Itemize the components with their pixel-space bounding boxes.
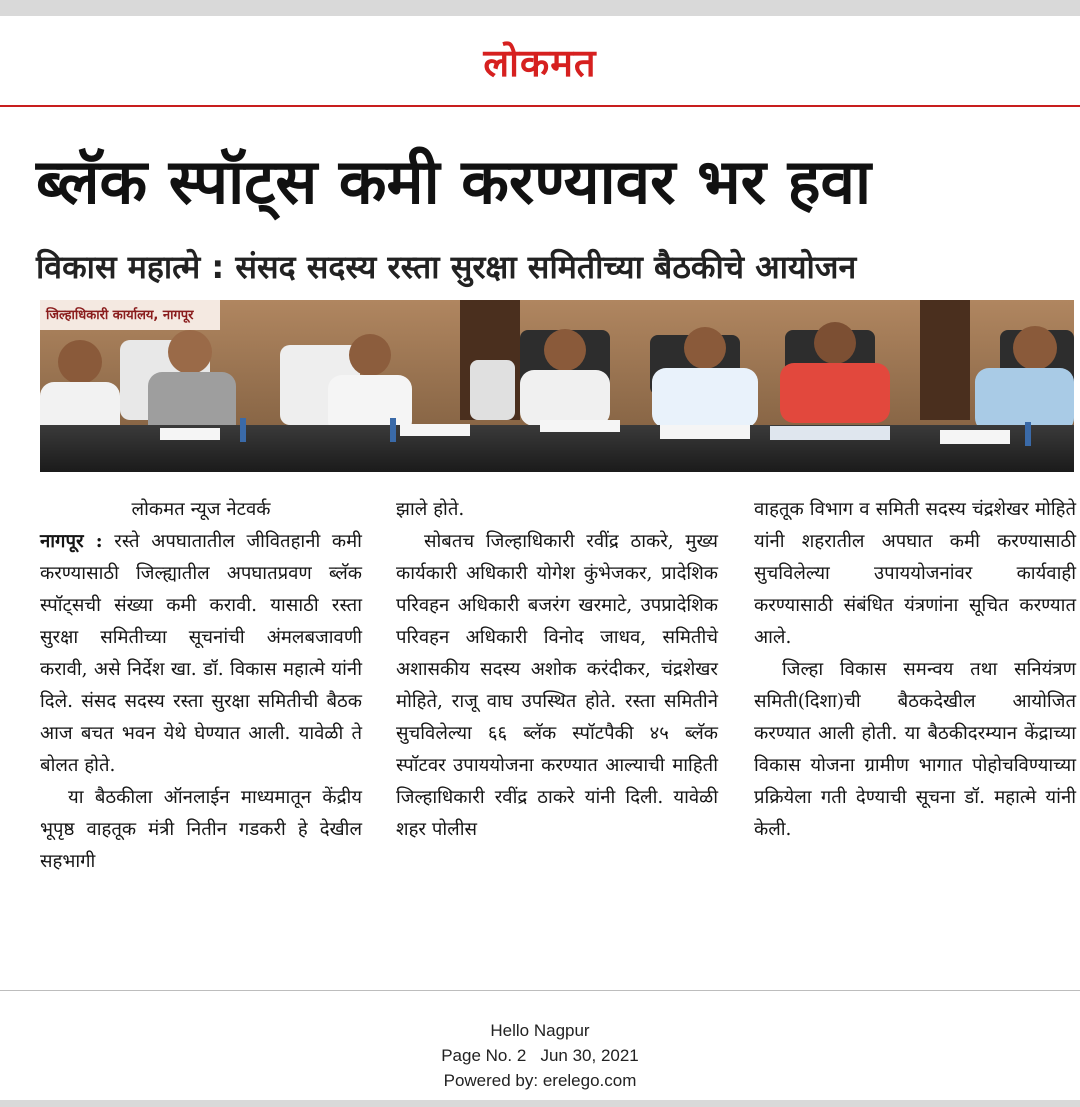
- top-bar: [0, 0, 1080, 16]
- article-body: [40, 494, 1078, 984]
- meeting-photo: [40, 300, 1074, 472]
- article-column-1: [40, 494, 362, 984]
- paragraph: झाले होते.: [396, 499, 465, 520]
- meeting-photo-illustration: [40, 300, 1074, 472]
- paragraph: या बैठकीला ऑनलाईन माध्यमातून केंद्रीय भूपृष्ठ वाहतूक मंत्री नितीन गडकरी हे देखील सहभागी: [40, 787, 362, 872]
- page-date: Jun 30, 2021: [540, 1046, 639, 1065]
- paragraph: [40, 526, 362, 782]
- dateline: नागपूर :: [40, 531, 103, 552]
- lokmat-logo: लोकमत: [483, 41, 597, 85]
- paragraph: जिल्हा विकास समन्वय तथा सनियंत्रण समिती(दिशा)ची बैठकदेखील आयोजित करण्यात आली होती. या बैठकीदरम्यान केंद्राच्या विकास योजना ग्रामीण भागात पोहोचविण्याच्या प्रक्रियेला गती देण्याची सूचना डॉ. महात्मे यांनी केली.: [754, 659, 1076, 840]
- bottom-bar: [0, 1100, 1080, 1107]
- article-column-3: [754, 494, 1076, 984]
- byline: लोकमत न्यूज नेटवर्क: [131, 499, 271, 520]
- photo-banner-text: जिल्हाधिकारी कार्यालय, नागपूर: [46, 308, 194, 323]
- page-info: [0, 1043, 1080, 1068]
- article-subhead: विकास महात्मे : संसद सदस्य रस्ता सुरक्षा समितीच्या बैठकीचे आयोजन: [36, 248, 857, 286]
- edition-name: Hello Nagpur: [490, 1021, 590, 1040]
- paragraph-text: रस्ते अपघातातील जीवितहानी कमी करण्यासाठी जिल्ह्यातील अपघातप्रवण ब्लॅक स्पॉट्सची संख्या कमी करावी. यासाठी रस्ता सुरक्षा समितीच्या सूचनांची अंमलबजावणी करावी, असे निर्देश खा. डॉ. विकास महात्मे यांनी दिले. संसद सदस्य रस्ता सुरक्षा समितीची बैठक आज बचत भवन येथे घेण्यात आली. यावेळी ते बोलत होते.: [40, 531, 362, 776]
- paragraph: वाहतूक विभाग व समिती सदस्य चंद्रशेखर मोहिते यांनी शहरातील अपघात कमी करण्यासाठी सुचविलेल्या उपाययोजनांवर कार्यवाही करण्यासाठी संबंधित यंत्रणांना सूचित करण्यात आले.: [754, 499, 1076, 648]
- footer-divider: [0, 990, 1080, 991]
- powered-by[interactable]: Powered by: erelego.com: [443, 1071, 637, 1090]
- masthead-divider: [0, 105, 1080, 107]
- paragraph: सोबतच जिल्हाधिकारी रवींद्र ठाकरे, मुख्य कार्यकारी अधिकारी योगेश कुंभेजकर, प्रादेशिक परिवहन अधिकारी बजरंग खरमाटे, उपप्रादेशिक परिवहन अधिकारी विनोद जाधव, समितीचे अशासकीय सदस्य अशोक करंदीकर, चंद्रशेखर मोहिते, राजू वाघ उपस्थित होते. रस्ता समितीने सुचविलेल्या ६६ ब्लॅक स्पॉटपैकी ४५ ब्लॅक स्पॉटवर उपाययोजना करण्यात आल्याची माहिती जिल्हाधिकारी रवींद्र ठाकरे यांनी दिली. यावेळी शहर पोलीस: [396, 531, 718, 840]
- article-headline: ब्लॅक स्पॉट्स कमी करण्यावर भर हवा: [36, 145, 872, 218]
- page-number: Page No. 2: [441, 1046, 527, 1065]
- article-column-2: [396, 494, 718, 984]
- page-footer: [0, 1018, 1080, 1093]
